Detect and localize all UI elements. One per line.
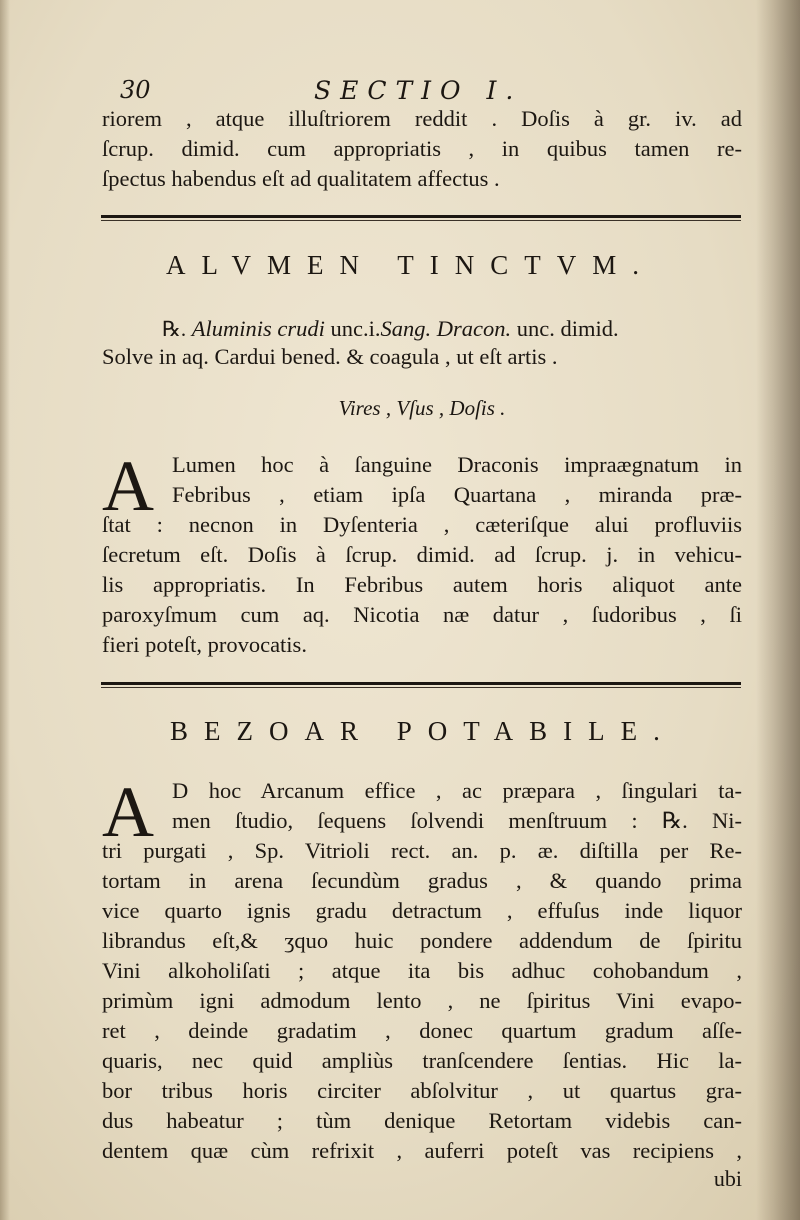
text-line: Vini alkoholiſati ; atque ita bis adhuc cohobandum , [102,958,742,983]
text-line: paroxyſmum cum aq. Nicotia næ datur , ſudoribus , ſi [102,602,742,627]
ingredient-quantity: unc.i. [330,316,381,341]
text-line: ſtat : necnon in Dyſenteria , cæteriſque alui profluviis [102,512,742,537]
text-line: ret , deinde gradatim , donec quartum gradum aſſe- [102,1018,742,1043]
text-line: Lumen hoc à ſanguine Draconis impraægnatum in [172,452,742,477]
section-subtitle: Vires , Vſus , Doſis . [338,396,506,420]
page-number: 30 [120,76,151,104]
text-line: men ſtudio, ſequens ſolvendi menſtruum : ℞. Ni- [172,808,742,833]
text-line: dentem quæ cùm refrixit , auferri poteſt vas recipiens , [102,1138,742,1163]
text-line: vice quarto ignis gradu detractum , effuſus inde liquor [102,898,742,923]
text-line: dus habeatur ; tùm denique Retortam videbis can- [102,1108,742,1133]
page-header [100,76,740,106]
text-line: ſcrup. dimid. cum appropriatis , in quibus tamen re- [102,136,742,161]
recipe-mark: ℞. [162,317,187,341]
running-title: SECTIO I. [314,76,523,105]
text-line: tri purgati , Sp. Vitrioli rect. an. p. æ. diſtilla per Re- [102,838,742,863]
text-line: riorem , atque illuſtriorem reddit . Doſis à gr. iv. ad [102,106,742,131]
text-line: quaris, nec quid ampliùs tranſcendere ſentias. Hic la- [102,1048,742,1073]
section-divider [101,215,741,218]
text-line: ſecretum eſt. Doſis à ſcrup. dimid. ad ſcrup. j. in vehicu- [102,542,742,567]
page-gutter-shadow [756,0,800,1220]
catchword: ubi [713,1166,742,1191]
text-line: tortam in arena ſecundùm gradus , & quando prima [102,868,742,893]
recipe-instruction: Solve in aq. Cardui bened. & coagula , ut eſt artis . [102,344,558,369]
section-title-bezoar: BEZOAR POTABILE. [170,716,676,746]
ingredient-name: Sang. Dracon. [380,316,512,341]
page-left-edge [0,0,10,1220]
section-title-alumen: ALVMEN TINCTVM. [166,250,656,280]
text-line: fieri poteſt, provocatis. [102,632,307,657]
ingredient-quantity: unc. dimid. [516,316,619,341]
drop-cap: A [102,446,154,526]
text-line: primùm igni admodum lento , ne ſpiritus Vini evapo- [102,988,742,1013]
drop-cap: A [102,772,154,852]
section-divider [101,682,741,685]
text-line: D hoc Arcanum effice , ac præpara , ſingulari ta- [172,778,742,803]
text-line: bor tribus horis circiter abſolvitur , ut quartus gra- [102,1078,742,1103]
recipe-line [162,316,742,342]
ingredient-name: Aluminis crudi [191,316,325,341]
text-line: ſpectus habendus eſt ad qualitatem affectus . [102,166,500,191]
text-line: lis appropriatis. In Febribus autem horis aliquot ante [102,572,742,597]
text-line: librandus eſt,& ʒquo huic pondere addendum de ſpiritu [102,928,742,953]
text-line: Febribus , etiam ipſa Quartana , miranda præ- [172,482,742,507]
